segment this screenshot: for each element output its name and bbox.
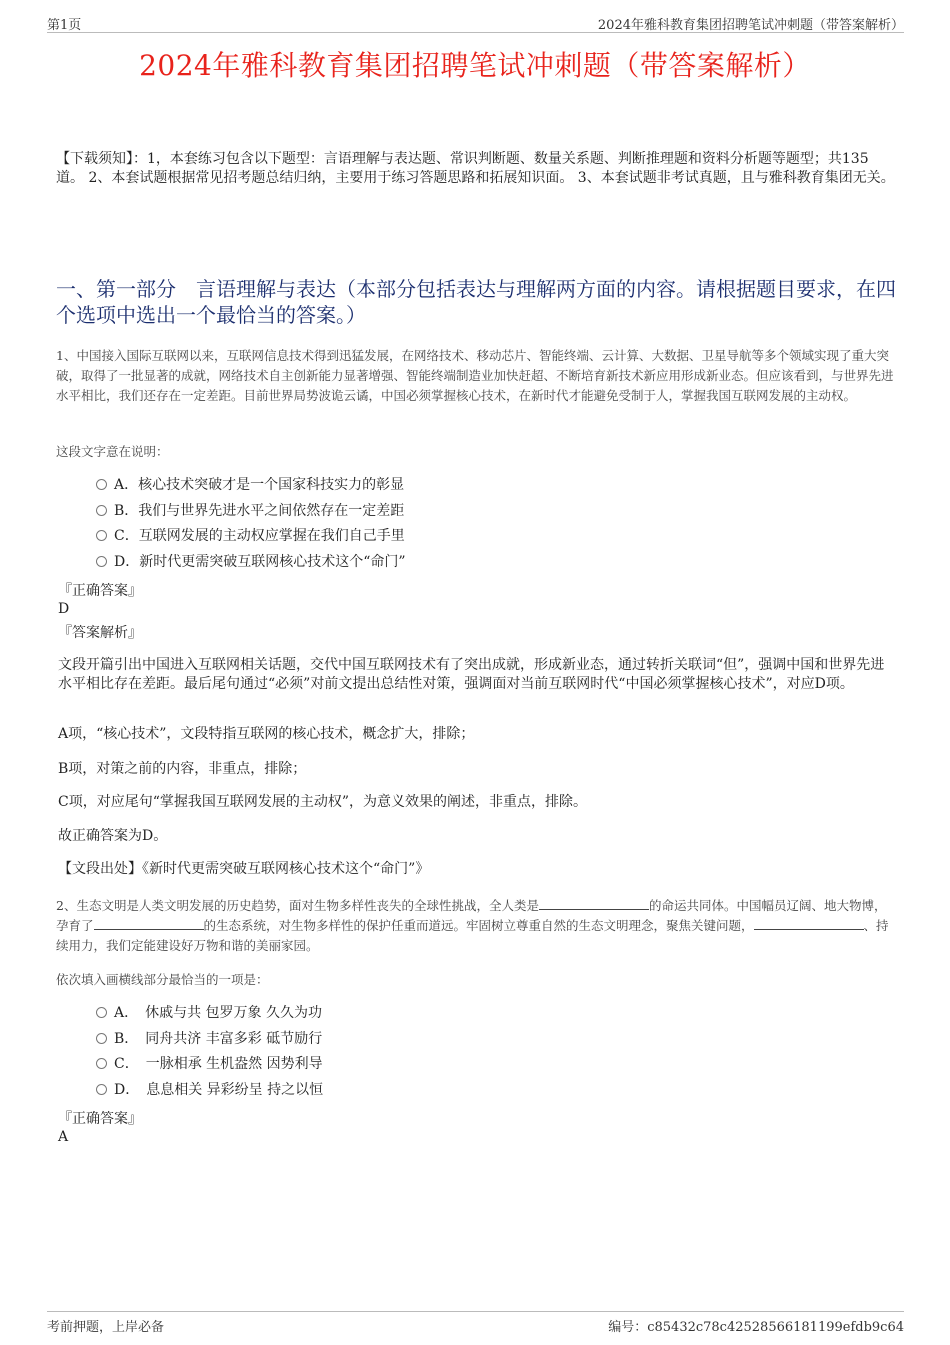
radio-icon[interactable]: [96, 1007, 107, 1018]
section-title: 一、第一部分 言语理解与表达（本部分包括表达与理解两方面的内容。请根据题目要求，在四个选项中选出一个最恰当的答案。）: [56, 277, 896, 327]
page-footer: [47, 1311, 904, 1335]
footer-slogan: 考前押题，上岸必备: [47, 1320, 165, 1335]
option-label: D．新时代更需突破互联网核心技术这个“命门”: [114, 553, 406, 570]
answer-value: D: [58, 601, 70, 617]
answer-value: A: [58, 1129, 69, 1145]
fill-blank-1: [539, 897, 649, 910]
option-c[interactable]: [96, 525, 796, 551]
fill-blank-3: [754, 917, 864, 930]
analysis-option-c: C项，对应尾句“掌握我国互联网发展的主动权”，为意义效果的阐述，非重点，排除。: [58, 794, 588, 810]
option-label: D． 息息相关 异彩纷呈 持之以恒: [114, 1081, 324, 1098]
question-2-text: 2、生态文明是人类文明发展的历史趋势，面对生物多样性丧失的全球性挑战，全人类是 的命运共同体。中国幅员辽阔、地大物博，孕育了 的生态系统，对生物多样性的保护任重而道远。牢固树立尊重自然的生态文明理念，聚焦关键问题， 、持续用力，我们定能建设好万物和谐的美丽家园。: [56, 898, 889, 953]
option-label: B．我们与世界先进水平之间依然存在一定差距: [114, 502, 405, 519]
answer-label: 『正确答案』: [58, 1111, 142, 1127]
header-doc-title: 2024年雅科教育集团招聘笔试冲刺题（带答案解析）: [597, 18, 904, 33]
radio-icon[interactable]: [96, 1084, 107, 1095]
option-a[interactable]: [96, 474, 796, 500]
question-2-prompt: 依次填入画横线部分最恰当的一项是：: [56, 972, 269, 987]
analysis-option-b: B项，对策之前的内容，非重点，排除；: [58, 761, 307, 777]
option-d[interactable]: [96, 1079, 796, 1105]
radio-icon[interactable]: [96, 1033, 107, 1044]
analysis-conclusion: 故正确答案为D。: [58, 828, 168, 844]
option-a[interactable]: [96, 1002, 796, 1028]
option-b[interactable]: [96, 500, 796, 526]
question-2-options: [96, 1002, 796, 1104]
question-1-options: [96, 474, 796, 576]
option-b[interactable]: [96, 1028, 796, 1054]
analysis-option-a: A项，“核心技术”，文段特指互联网的核心技术，概念扩大，排除；: [58, 726, 475, 742]
analysis-source: 【文段出处】《新时代更需突破互联网核心技术这个“命门”》: [58, 861, 430, 877]
fill-blank-2: [94, 917, 204, 930]
footer-code: 编号：c85432c78c42528566181199efdb9c64: [608, 1320, 904, 1335]
download-notice: 【下载须知】：1，本套练习包含以下题型：言语理解与表达题、常识判断题、数量关系题、判断推理题和资料分析题等题型；共135道。 2、本套试题根据常见招考题总结归纳，主要用于练习答题思路和拓展知识面。 3、本套试题非考试真题，且与雅科教育集团无关。: [56, 151, 895, 186]
option-c[interactable]: [96, 1053, 796, 1079]
radio-icon[interactable]: [96, 505, 107, 516]
analysis-paragraph: 文段开篇引出中国进入互联网相关话题，交代中国互联网技术有了突出成就，形成新业态，通过转折关联词“但”，强调中国和世界先进水平相比存在差距。最后尾句通过“必须”对前文提出总结性对策，强调面对当前互联网时代“中国必须掌握核心技术”，对应D项。: [58, 657, 885, 692]
question-1-text: 1、中国接入国际互联网以来，互联网信息技术得到迅猛发展，在网络技术、移动芯片、智能终端、云计算、大数据、卫星导航等多个领域实现了重大突破，取得了一批显著的成就，网络技术自主创新能力显著增强、智能终端制造业加快赶超、不断培育新技术新应用形成新业态。但应该看到，与世界先进水平相比，我们还存在一定差距。目前世界局势波诡云谲，中国必须掌握核心技术，在新时代才能避免受制于人，掌握我国互联网发展的主动权。: [56, 348, 894, 403]
question-1-prompt: 这段文字意在说明：: [56, 444, 169, 459]
option-label: C． 一脉相承 生机盎然 因势利导: [114, 1056, 323, 1072]
option-d[interactable]: [96, 551, 796, 577]
radio-icon[interactable]: [96, 1058, 107, 1069]
page-header: [47, 14, 904, 33]
radio-icon[interactable]: [96, 556, 107, 567]
page-number: 第1页: [47, 18, 82, 33]
analysis-label: 『答案解析』: [58, 625, 142, 641]
option-label: C．互联网发展的主动权应掌握在我们自己手里: [114, 528, 405, 544]
radio-icon[interactable]: [96, 530, 107, 541]
option-label: A．核心技术突破才是一个国家科技实力的彰显: [114, 477, 405, 493]
option-label: A． 休戚与共 包罗万象 久久为功: [114, 1005, 323, 1021]
radio-icon[interactable]: [96, 479, 107, 490]
document-title: 2024年雅科教育集团招聘笔试冲刺题（带答案解析）: [139, 49, 811, 82]
option-label: B． 同舟共济 丰富多彩 砥节励行: [114, 1030, 323, 1047]
answer-label: 『正确答案』: [58, 583, 142, 599]
